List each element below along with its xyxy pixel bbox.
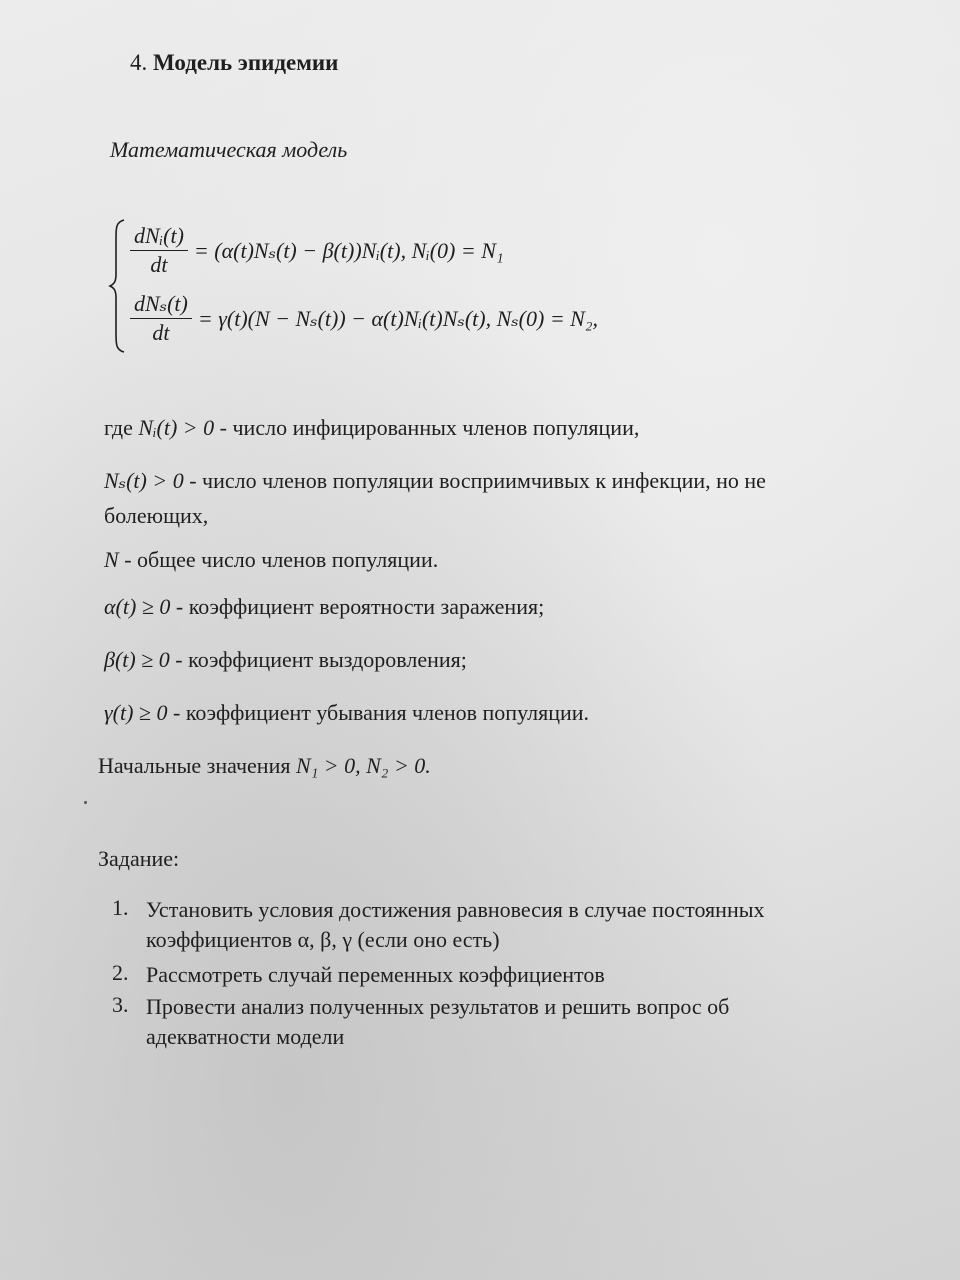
task-item-line: Провести анализ полученных результатов и решить вопрос об xyxy=(146,994,730,1019)
definition-total xyxy=(104,547,438,573)
fraction-1-numerator: dNᵢ(t) xyxy=(130,222,188,251)
task-item-line: Установить условия достижения равновесия в случае постоянных xyxy=(146,897,765,922)
definition-symbol: α(t) ≥ 0 xyxy=(104,594,171,619)
task-item-number: 3. xyxy=(112,992,129,1017)
definition-symbol: γ(t) ≥ 0 xyxy=(104,700,168,725)
fraction-1 xyxy=(130,222,188,279)
fraction-2-denominator: dt xyxy=(152,320,170,345)
task-item-line: Рассмотреть случай переменных коэффициентов xyxy=(146,962,605,987)
initial-values-symbol: N₁ > 0, N₂ > 0. xyxy=(295,753,431,778)
equation-2 xyxy=(130,290,598,347)
task-label: Задание: xyxy=(98,846,180,871)
equation-1 xyxy=(130,222,504,279)
task-item-line: коэффициентов α, β, γ (если оно есть) xyxy=(146,927,500,952)
definition-symbol: Nₛ(t) > 0 xyxy=(104,468,184,493)
section-number: 4. xyxy=(130,50,148,75)
definition-symbol: N xyxy=(104,547,119,572)
definition-susceptible-cont: болеющих, xyxy=(104,503,209,528)
initial-values-text: Начальные значения xyxy=(98,753,296,778)
definition-symbol: β(t) ≥ 0 xyxy=(104,647,170,672)
definition-text: - коэффициент выздоровления; xyxy=(169,647,467,672)
task-item-text xyxy=(146,895,765,955)
fraction-2 xyxy=(130,290,192,347)
definition-susceptible xyxy=(104,468,766,494)
equation-1-rhs: = (α(t)Nₛ(t) − β(t))Nᵢ(t), Nᵢ(0) = N₁ xyxy=(193,237,504,263)
task-item-number: 1. xyxy=(112,895,129,920)
subtitle: Математическая модель xyxy=(110,137,348,162)
definition-symbol: Nᵢ(t) > 0 xyxy=(138,415,215,440)
stray-dot xyxy=(84,801,87,804)
fraction-2-numerator: dNₛ(t) xyxy=(130,290,192,319)
section-title-text: Модель эпидемии xyxy=(153,50,339,75)
task-item-text xyxy=(146,960,605,990)
initial-values xyxy=(98,753,431,779)
definition-prefix: где xyxy=(104,415,139,440)
definition-gamma xyxy=(104,700,589,726)
task-item-number: 2. xyxy=(112,960,129,985)
equation-system xyxy=(108,218,748,354)
definition-text: - коэффициент убывания членов популяции. xyxy=(167,700,590,725)
definition-infected xyxy=(104,415,639,441)
equation-2-rhs: = γ(t)(N − Nₛ(t)) − α(t)Nᵢ(t)Nₛ(t), Nₛ(0) = N₂, xyxy=(197,305,598,331)
section-title xyxy=(130,50,338,76)
task-item-text xyxy=(146,992,729,1052)
definition-text: - число членов популяции восприимчивых к инфекции, но не xyxy=(183,468,766,493)
definition-text: - коэффициент вероятности заражения; xyxy=(170,594,545,619)
fraction-1-denominator: dt xyxy=(150,252,168,277)
definition-beta xyxy=(104,647,467,673)
definition-alpha xyxy=(104,594,544,620)
task-item-line: адекватности модели xyxy=(146,1024,345,1049)
left-brace xyxy=(108,218,128,354)
definition-text: - число инфицированных членов популяции, xyxy=(214,415,640,440)
definition-text: - общее число членов популяции. xyxy=(118,547,439,572)
